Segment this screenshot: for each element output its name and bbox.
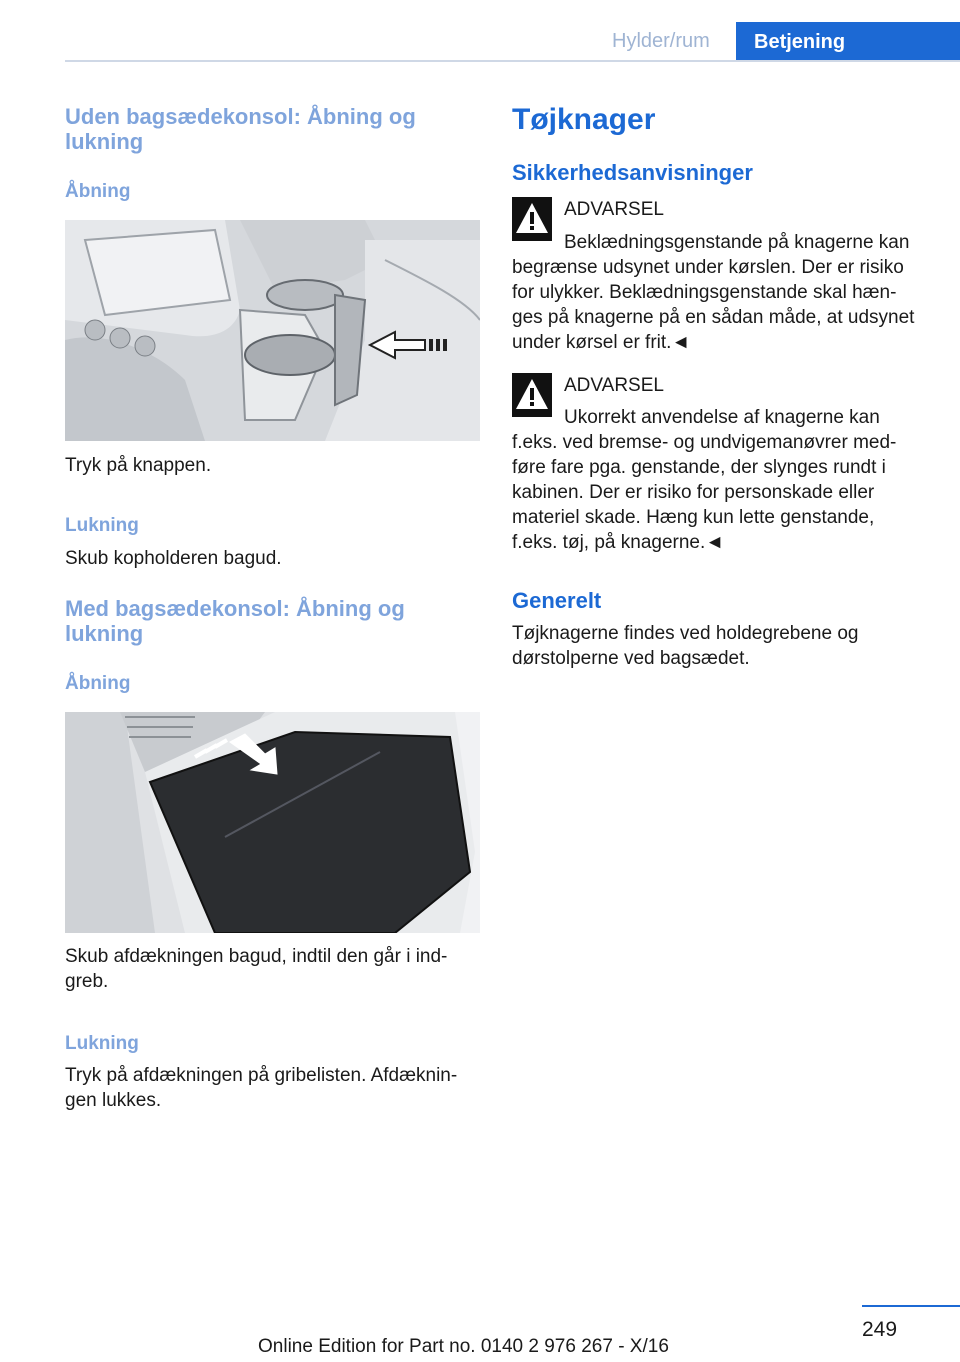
section2-title-line1: Med bagsædekonsol: Åbning og: [65, 596, 405, 621]
warning2-line6: f.eks. tøj, på knagerne.◄: [512, 532, 725, 553]
safety-heading: Sikkerhedsanvisninger: [512, 160, 753, 185]
section2-close-text: [65, 1063, 485, 1113]
section2-open-heading: Åbning: [65, 673, 131, 694]
warning1-label: ADVARSEL: [564, 199, 664, 220]
warning1-line3: for ulykker. Beklædningsgenstande skal hæn-: [512, 282, 897, 303]
warning2-line2: f.eks. ved bremse- og undvigemanøvrer med-: [512, 432, 897, 453]
warning2-line4: kabinen. Der er risiko for personskade eller: [512, 482, 875, 503]
warning2-line5: materiel skade. Hæng kun lette genstande,: [512, 507, 875, 528]
header-divider: [65, 60, 960, 62]
warning2-body: [512, 430, 952, 555]
breadcrumb-chapter: Betjening: [736, 22, 960, 62]
console-cover-figure: [65, 712, 480, 933]
section1-title: [65, 104, 480, 154]
general-body: [512, 621, 952, 671]
console-cover-illustration: [65, 712, 480, 933]
section2-title-line2: lukning: [65, 621, 144, 646]
page-number: 249: [862, 1318, 898, 1341]
warning2-label: ADVARSEL: [564, 375, 664, 396]
warning1-line1: Beklædningsgenstande på knagerne kan: [564, 232, 910, 253]
warning2-line3: føre fare pga. genstande, der slynges rundt i: [512, 457, 886, 478]
section2-close-text-line1: Tryk på afdækningen på gribelisten. Afdæknin-: [65, 1065, 458, 1086]
section2-open-caption-line1: Skub afdækningen bagud, indtil den går i ind-: [65, 946, 448, 967]
footer-edition: Online Edition for Part no. 0140 2 976 267 - X/16: [258, 1336, 669, 1357]
section2-close-text-line2: gen lukkes.: [65, 1090, 162, 1111]
section1-open-caption: Tryk på knappen.: [65, 455, 212, 476]
section1-close-text: Skub kopholderen bagud.: [65, 548, 282, 569]
warning-triangle-icon: [512, 373, 552, 417]
section2-open-caption: [65, 944, 485, 994]
section1-title-line1: Uden bagsædekonsol: Åbning og: [65, 104, 416, 129]
warning1-line2: begrænse udsynet under kørslen. Der er risiko: [512, 257, 904, 278]
cupholder-illustration: [65, 220, 480, 441]
section1-open-heading: Åbning: [65, 181, 131, 202]
warning1-body: [512, 255, 952, 355]
cupholder-figure: [65, 220, 480, 441]
page-title: Tøjknager: [512, 103, 656, 136]
warning2-line1: Ukorrekt anvendelse af knagerne kan: [564, 407, 880, 428]
section1-title-line2: lukning: [65, 129, 144, 154]
section2-title: [65, 596, 480, 646]
general-line2: dørstolperne ved bagsædet.: [512, 648, 750, 669]
breadcrumb-section: Hylder/rum: [612, 30, 710, 52]
section1-close-heading: Lukning: [65, 515, 139, 536]
section2-open-caption-line2: greb.: [65, 971, 109, 992]
general-heading: Generelt: [512, 588, 602, 613]
general-line1: Tøjknagerne findes ved holdegrebene og: [512, 623, 859, 644]
footer-divider: [862, 1305, 960, 1307]
section2-close-heading: Lukning: [65, 1033, 139, 1054]
warning-triangle-icon: [512, 197, 552, 241]
warning1-line4: ges på knagerne på en sådan måde, at udsynet: [512, 307, 915, 328]
warning1-line5: under kørsel er frit.◄: [512, 332, 691, 353]
